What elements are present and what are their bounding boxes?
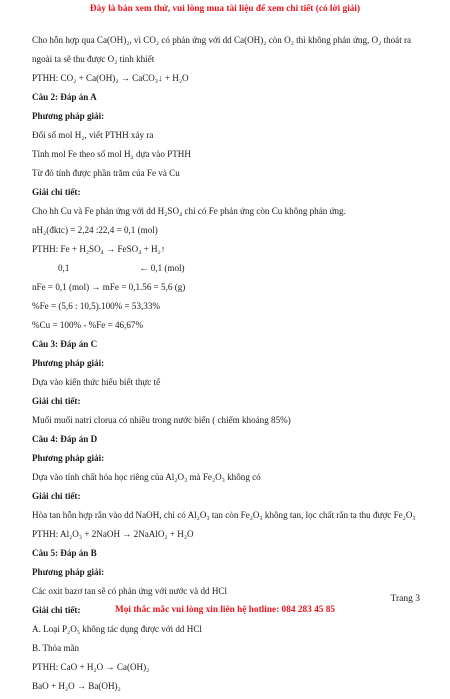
- equation-line: PTHH: Fe + H₂SO₄ → FeSO₄ + H₂↑: [32, 244, 166, 254]
- text-line: Từ đó tính được phần trăm của Fe và Cu: [32, 168, 180, 178]
- text-line: Hòa tan hỗn hợp rắn vào dd NaOH, chỉ có Al₂O₃ tan còn Fe₂O₃ không tan, lọc chất rắn ta thu được Fe₂O₃: [32, 510, 416, 520]
- equation-line: PTHH: Al₂O₃ + 2NaOH → 2NaAlO₂ + H₂O: [32, 529, 194, 539]
- text-line: Cho hh Cu và Fe phản ứng với dd H₂SO₄ chỉ có Fe phản ứng còn Cu không phản ứng.: [32, 206, 346, 216]
- method-heading: Phương pháp giải:: [32, 358, 105, 368]
- method-heading: Phương pháp giải:: [32, 453, 105, 463]
- text-line: B. Thỏa mãn: [32, 643, 80, 653]
- equation-line: PTHH: CaO + H₂O → Ca(OH)₂: [32, 662, 150, 672]
- text-line: nFe = 0,1 (mol) → mFe = 0,1.56 = 5,6 (g): [32, 282, 186, 292]
- mole-left: 0,1: [58, 263, 70, 273]
- solution-heading: Giải chi tiết:: [32, 396, 81, 406]
- page-number: Trang 3: [390, 594, 420, 604]
- text-line: A. Loại P₂O₅ không tác dụng được với dd HCl: [32, 624, 202, 634]
- text-line: Dựa vào kiến thức hiểu biết thực tế: [32, 377, 161, 387]
- text-line: nH₂(đktc) = 2,24 :22,4 = 0,1 (mol): [32, 225, 158, 235]
- method-heading: Phương pháp giải:: [32, 111, 105, 121]
- solution-heading: Giải chi tiết:: [32, 605, 81, 615]
- equation-line: PTHH: CO₂ + Ca(OH)₂ → CaCO₃↓ + H₂O: [32, 73, 189, 83]
- solution-heading: Giải chi tiết:: [32, 187, 81, 197]
- solution-heading: Giải chi tiết:: [32, 491, 81, 501]
- text-line: %Cu = 100% - %Fe = 46,67%: [32, 320, 144, 330]
- question-heading: Câu 2: Đáp án A: [32, 92, 97, 102]
- mole-right: ← 0,1 (mol): [139, 263, 185, 273]
- question-heading: Câu 5: Đáp án B: [32, 548, 97, 558]
- hotline-footer: Mọi thắc mắc vui lòng xin liên hệ hotline: 084 283 45 85: [114, 605, 336, 615]
- method-heading: Phương pháp giải:: [32, 567, 105, 577]
- document-body: [32, 34, 432, 699]
- preview-banner: Đây là bản xem thử, vui lòng mua tài liệu để xem chi tiết (có lời giải): [89, 4, 361, 14]
- question-heading: Câu 4: Đáp án D: [32, 434, 98, 444]
- question-heading: Câu 3: Đáp án C: [32, 339, 98, 349]
- text-line: Các oxit bazơ tan sẽ có phản ứng với nước và dd HCl: [32, 586, 228, 596]
- equation-line: BaO + H₂O → Ba(OH)₂: [32, 681, 121, 691]
- text-line: %Fe = (5,6 : 10,5).100% = 53,33%: [32, 301, 160, 311]
- text-line: Tính mol Fe theo số mol H₂ dựa vào PTHH: [32, 149, 191, 159]
- text-line: Dựa vào tính chất hóa học riêng của Al₂O₃ mà Fe₂O₃ không có: [32, 472, 261, 482]
- mole-ratio-line: [32, 262, 432, 281]
- text-line: Muối muối natri clorua có nhiều trong nước biển ( chiếm khoảng 85%): [32, 415, 291, 425]
- text-line: Đổi số mol H₂, viết PTHH xảy ra: [32, 130, 154, 140]
- text-line: ngoài ta sẽ thu được O₂ tinh khiết: [32, 54, 155, 64]
- text-line: Cho hỗn hợp qua Ca(OH)₂, vì CO₂ có phản ứng với dd Ca(OH)₂ còn O₂ thì không phản ứng, O₂ thoát ra: [32, 35, 412, 45]
